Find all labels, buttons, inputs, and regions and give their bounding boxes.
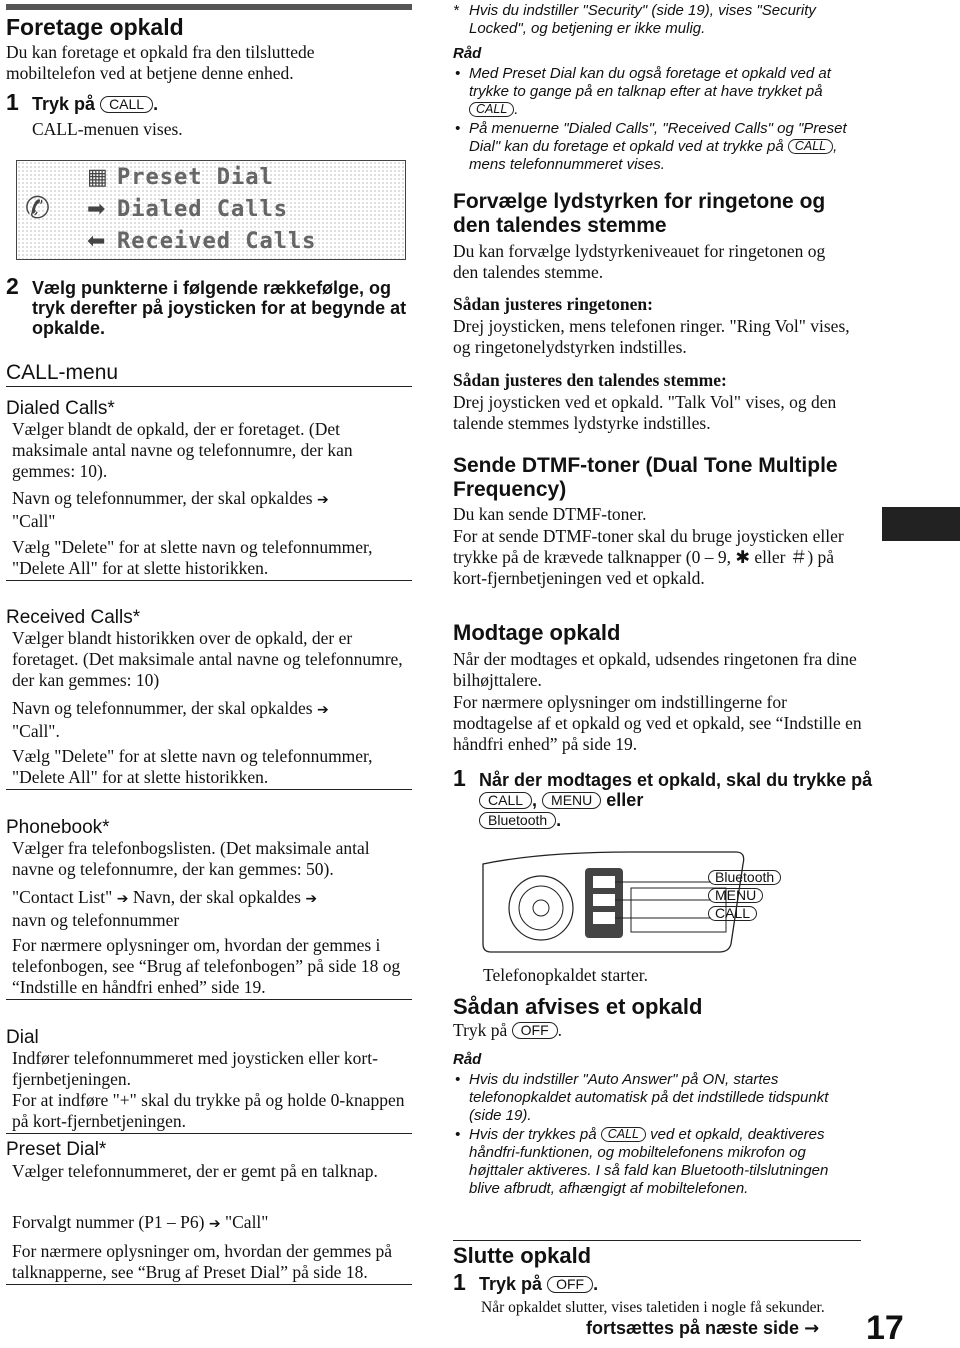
arrow-left-icon: ⬅ <box>87 229 106 254</box>
step-number: 2 <box>6 273 19 299</box>
lcd-display <box>16 160 406 260</box>
flow-text: Navn og telefonnummer, der skal opkaldes <box>12 488 313 508</box>
continued-note <box>586 1318 819 1339</box>
volume-intro: Du kan forvælge lydstyrkeniveauet for ringetonen og den talendes stemme. <box>453 241 826 282</box>
call-button-label: CALL <box>788 139 833 154</box>
dialed-calls-title <box>6 398 115 420</box>
reject-text: Tryk på OFF . <box>453 1020 563 1040</box>
page-number: 17 <box>866 1309 904 1347</box>
volume-title: Forvælge lydstyrken for ringetone og den talendes stemme <box>453 190 826 237</box>
lcd-row: Preset Dial <box>117 165 274 190</box>
flow-text: navn og telefonnummer <box>12 910 180 930</box>
call-button-label: CALL <box>708 906 757 921</box>
tip-item <box>453 1126 861 1198</box>
flow-text: "Call" <box>12 511 56 531</box>
receive-p1: Når der modtages et opkald, udsendes ringetonen fra dine bilhøjttalere. <box>453 649 857 690</box>
arrow-right-icon: → <box>804 1318 820 1339</box>
preset-dial-title <box>6 1139 106 1161</box>
top-rule <box>6 4 412 10</box>
step-text: Tryk på <box>479 1274 543 1294</box>
dialed-desc: Vælger blandt de opkald, der er foretaget. (Det maksimale antal navne og telefonnumre, der kan gemmes: 10). <box>12 419 353 481</box>
received-flow <box>6 698 412 742</box>
received-delete: Vælg "Delete" for at slette navn og telefonnummer, "Delete All" for at slette historikken. <box>6 746 412 790</box>
preset-flow <box>6 1212 412 1235</box>
flow-text: Navn og telefonnummer, der skal opkaldes <box>12 698 313 718</box>
menu-icon: ▦ <box>87 165 108 190</box>
end-result: Når opkaldet slutter, vises taletiden i nogle få sekunder. <box>481 1299 825 1316</box>
bluetooth-button-label: Bluetooth <box>708 870 781 885</box>
call-button-label: CALL <box>601 1127 646 1142</box>
off-button-label: OFF <box>512 1022 558 1039</box>
receive-title: Modtage opkald <box>453 620 621 645</box>
flow-text: "Call" <box>224 1212 269 1232</box>
dialed-delete: Vælg "Delete" for at slette navn og telefonnummer, "Delete All" for at slette historikken. <box>6 537 412 581</box>
step-2 <box>6 273 422 338</box>
asterisk: * <box>132 607 141 628</box>
dtmf-title: Sende DTMF-toner (Dual Tone Multiple Frequency) <box>453 454 838 501</box>
flow-text: Navn, der skal opkaldes <box>132 887 301 907</box>
step-text: eller <box>606 790 644 810</box>
asterisk: * <box>102 817 110 838</box>
section-title: Foretage opkald <box>6 14 184 40</box>
call-menu-title: CALL-menu <box>6 360 412 387</box>
step-1-result: CALL-menuen vises. <box>32 119 183 139</box>
asterisk: * <box>98 1139 107 1160</box>
arrow-icon: ➔ <box>316 492 329 508</box>
tip-text: Med Preset Dial kan du også foretage et opkald ved at trykke to gange på en talknap efter at have trykket på <box>469 65 831 100</box>
step-text: Vælg punkterne i følgende rækkefølge, og tryk derefter på joysticken for at begynde at opkalde. <box>32 278 407 338</box>
asterisk: * <box>453 2 459 19</box>
received-calls-title <box>6 607 140 629</box>
lcd-row: Dialed Calls <box>117 197 288 222</box>
intro-text: Du kan foretage et opkald fra den tilsluttede mobiltelefon ved at betjene denne enhed. <box>6 42 315 83</box>
step-number: 1 <box>453 1269 466 1295</box>
tip-label: Råd <box>453 1051 482 1068</box>
phonebook-flow <box>6 887 412 931</box>
end-step-1: 1 Tryk på OFF . <box>453 1269 599 1295</box>
title-text: Phonebook <box>6 817 103 838</box>
tip-text: , mens telefonnummeret vises. <box>469 138 838 173</box>
receive-step-1: 1 Når der modtages et opkald, skal du trykke på CALL , MENU eller Bluetooth . <box>453 765 873 830</box>
dial-plus: For at indføre "+" skal du trykke på og holde 0-knappen på kort-fjernbetjeningen. <box>6 1090 412 1134</box>
dtmf-p2: For at sende DTMF-toner skal du bruge joysticken eller trykke på de krævede talknapper (0 – 9, ✱ eller ＃) på kort-fjernbetjeningen ved et opkald. <box>453 526 844 588</box>
tip-item: • Med Preset Dial kan du også foretage et opkald ved at trykke to gange på en talknap efter at have trykket på CALL . <box>453 65 861 119</box>
section-tab <box>882 507 960 541</box>
step-number: 1 <box>453 765 466 791</box>
tip-label: Råd <box>453 45 482 62</box>
step-text: Når der modtages et opkald, skal du trykke på <box>479 770 873 790</box>
dial-title: Dial <box>6 1027 39 1048</box>
receive-result: Telefonopkaldet starter. <box>483 965 648 985</box>
call-button-label: CALL <box>479 792 532 809</box>
title-text: Received Calls <box>6 607 133 628</box>
preset-desc: Vælger telefonnummeret, der er gemt på en talknap. <box>12 1161 378 1181</box>
lcd-row: Received Calls <box>117 229 317 254</box>
call-button-label: CALL <box>469 102 514 117</box>
arrow-icon: ➔ <box>208 1216 221 1232</box>
ring-title: Sådan justeres ringetonen: <box>453 294 653 314</box>
menu-button-label: MENU <box>708 888 763 903</box>
dtmf-p1: Du kan sende DTMF-toner. <box>453 504 647 524</box>
end-call-title: Slutte opkald <box>453 1240 861 1269</box>
phonebook-title <box>6 817 110 839</box>
talk-text: Drej joysticken ved et opkald. "Talk Vol" vises, og den talende stemmes lydstyrke indstilles. <box>453 392 837 433</box>
tip-text: Hvis der trykkes på <box>469 1126 597 1143</box>
phone-icon: ✆ <box>25 191 51 226</box>
asterisk: * <box>107 398 115 419</box>
dial-desc: Indfører telefonnummeret med joysticken eller kort-fjernbetjeningen. <box>12 1048 378 1089</box>
arrow-right-icon: ➡ <box>87 197 106 222</box>
step-number: 1 <box>6 89 19 115</box>
off-button-label: OFF <box>547 1276 593 1293</box>
tip-text: ved et opkald, deaktiveres håndfri-funktionen, og mobiltelefonens mikrofon og højttaler aktiveres. I så fald kan Bluetooth-tilslutningen blive afbrudt, afhængigt af mobiltelefonen. <box>469 1126 829 1197</box>
reject-title: Sådan afvises et opkald <box>453 994 703 1019</box>
phonebook-desc: Vælger fra telefonbogslisten. (Det maksimale antal navne og telefonnumre, der kan gemmes: 50). <box>12 838 370 879</box>
tip-item: • Hvis du indstiller "Auto Answer" på ON, startes telefonopkaldet automatisk på det indstillede tidspunkt (side 19). <box>453 1071 849 1125</box>
title-text: Preset Dial <box>6 1139 99 1160</box>
arrow-icon: ➔ <box>305 891 318 907</box>
continued-text: fortsættes på næste side <box>586 1318 800 1338</box>
step-1: 1 Tryk på CALL . <box>6 89 159 115</box>
tip-item <box>453 120 861 174</box>
footnote <box>453 2 877 38</box>
tip-text: På menuerne "Dialed Calls", "Received Calls" og "Preset Dial" kan du foretage et opkald ved at trykke på <box>469 120 847 155</box>
talk-title: Sådan justeres den talendes stemme: <box>453 370 727 390</box>
arrow-icon: ➔ <box>316 702 329 718</box>
preset-more: For nærmere oplysninger om, hvordan der gemmes på talknapperne, see “Brug af Preset Dial” på side 18. <box>6 1241 412 1285</box>
diagram-labels <box>708 870 781 921</box>
received-desc: Vælger blandt historikken over de opkald, der er foretaget. (Det maksimale antal navne og telefonnumre, der kan gemmes: 10) <box>12 628 403 690</box>
arrow-icon: ➔ <box>116 891 129 907</box>
flow-text: "Contact List" <box>12 887 113 907</box>
dialed-flow <box>6 488 412 532</box>
menu-button-label: MENU <box>542 792 601 809</box>
title-text: Dialed Calls <box>6 398 108 419</box>
step-text: Tryk på <box>453 1020 508 1040</box>
ring-text: Drej joysticken, mens telefonen ringer. "Ring Vol" vises, og ringetonelydstyrken indstilles. <box>453 316 850 357</box>
call-button-label: CALL <box>100 96 153 113</box>
phonebook-more: For nærmere oplysninger om, hvordan der gemmes i telefonbogen, see “Brug af telefonbogen” på side 18 og “Indstille en håndfri enhed” side 19. <box>6 935 412 1000</box>
receive-p2: For nærmere oplysninger om indstillingerne for modtagelse af et opkald og ved et opkald, see “Indstille en håndfri enhed” på side 19. <box>453 692 862 754</box>
step-text: Tryk på <box>32 94 96 114</box>
bluetooth-button-label: Bluetooth <box>479 812 556 829</box>
flow-text: Forvalgt nummer (P1 – P6) <box>12 1212 205 1232</box>
footnote-text: Hvis du indstiller "Security" (side 19), vises "Security Locked", og betjening er ikke mulig. <box>469 2 816 37</box>
flow-text: "Call". <box>12 721 60 741</box>
